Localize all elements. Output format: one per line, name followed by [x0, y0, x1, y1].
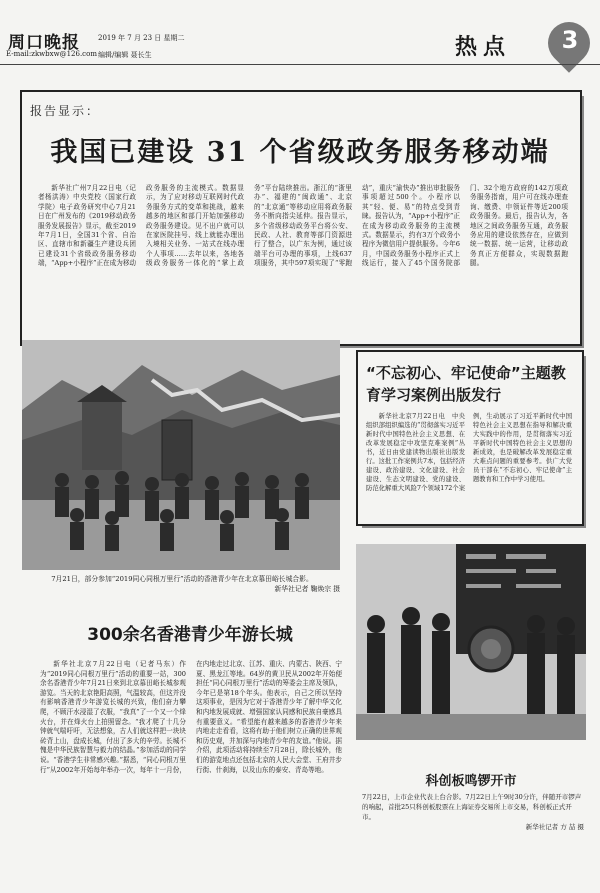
header-rule: [0, 64, 600, 65]
story2-headline: “不忘初心、牢记使命”主题教育学习案例出版发行: [366, 364, 566, 404]
issue-date: 2019 年 7 月 23 日 星期二: [98, 34, 185, 42]
story2-text: 新华社北京7月22日电 中央组织部组织编选的“贯彻落实习近平新时代中国特色社会主义思想、在改革发展稳定中攻坚克难案例”丛书，近日由党建读物出版社出版发行。这批工作案例共7本，包括经济建设、政治建设、文化建设、社会建设、生态文明建设、党的建设、防范化解重大风险7个领域172个案例，生动展示了习近平新时代中国特色社会主义思想在指导和解决重大实践中的作用，是贯彻落实习近平新时代中国特色社会主义思想的新成效，也是破解改革发展稳定重大难点问题的重要参考。供广大党员干部在“不忘初心、牢记使命”主题教育和工作中学习使用。: [366, 413, 572, 492]
newspaper-logo: 周口晚报: [8, 33, 80, 53]
great-wall-group-photo: [22, 340, 340, 570]
photo2-credit: 新华社记者 方 喆 摄: [525, 823, 584, 831]
great-wall-photo-caption: [24, 574, 340, 594]
star-market-photo-caption: [362, 792, 584, 832]
section-title: 热点: [455, 34, 512, 60]
story3-text: 新华社北京7月22日电（记者马东）作为“2019同心同根万里行”活动的重要一站，300余名香港青少年7月21日来到北京慕田峪长城参观游览。当天的北京艳阳高照，气温较高，但这并没有影响香港青少年游览长城的兴致，他们奋力攀爬，不顾汗水浸湿了衣服，“我真”了一个又一个烽火台，并在烽火台上拍照留念。“我才爬了十几分钟就气喘吁吁，无法想象，古人们就这样把一块块砖背上山，盘成长城，付出了多大的辛劳。长城不愧是中华民族智慧与毅力的结晶。”参加活动的同学说。“香港学生非常感兴趣。”据悉，“同心同根万里行”从2002年开始每年举办一次，每年十一月份，在内地走过北京、江苏、重庆、内蒙古、陕西、宁夏、黑龙江等地。64岁的黄卫民从2002年开始便担任“同心同根万里行”活动的筹委会主席及领队，今年已是第18个年头。他表示，自己之所以坚持这项事业，是因为它对于香港青少年了解中华文化和内地发展成就、增强国家认同感和民族自豪感具有重要意义。“希望能有越来越多的香港青少年来内地走走看看，这将有助于他们树立正确的世界观和历史观，并加深与内地青少年的友谊。”他说。据介绍，此项活动将持续至7月28日，除长城外，他们的游览地点还包括北京的人民大会堂、王府井步行街、什刹海，以及山东的泰安、青岛等地。: [40, 660, 342, 774]
photo1-caption-text: 7月21日，部分参加“2019同心同根万里行”活动的香港青少年在北京慕田峪长城合影。: [51, 575, 313, 583]
story1-body: [38, 184, 568, 334]
photo2-caption-text: 7月22日，上市企业代表上台合影。7月22日上午9时30分许，伴随开市锣声的响起，首批25只科创板股票在上海证券交易所上市交易，科创板正式开市。: [362, 793, 582, 821]
page-number: 3: [561, 26, 579, 54]
story1-text: 新华社广州7月22日电（记者杨洪涛）中央党校（国家行政学院）电子政务研究中心7月21日在广州发布的《2019移动政务服务发展报告》显示，截至2019年7月1日，全国31个省、自治区、直辖市和新疆生产建设兵团已建设31个省级政务服务移动端，“App+小程序”正在成为移动政务服务的主流模式。数据显示，为了应对移动互联网时代政务服务方式的变革和挑战，越来越多的地区和部门开始加强移动政务服务建设。见不出户就可以在家医院挂号、线上就能办理出入境相关业务、一站式在线办理个人事项……去年以来，各地各级政务服务一体化的“掌上政务”平台陆续推出。浙江的“浙里办”、福建的“闽政通”、北京的“北京通”等移动应用将政务服务不断向指尖延伸。报告显示，多个省级移动政务平台将公安、民政、人社、教育等部门资源进行了整合，以广东为例，通过该端平台可办理的事项，上线637项服务，其中597项实现了“零跑动”，重庆“渝快办”推出审批服务事项超过500个。小程序以其“轻、便、易”的特点受到青睐。报告认为，“App+小程序”正在成为移动政务服务的主流模式。数据显示，约有3万个政务小程序为微信用户提供服务。今年6月，中国政务服务小程序正式上线运行，接入了45个国务院部门、32个地方政府的142万项政务服务指南，用户可在线办理查询、缴费、申领证件等近200项政务服务。最后，报告认为，各地区之间政务服务互通，政务服务应用的建设依然存在，应做到统一数据、统一运营，让移动政务真正方便群众，实现数据跑腿。: [38, 184, 568, 268]
star-market-photo-drawing: [356, 544, 586, 740]
star-market-gong-photo: [356, 544, 586, 740]
story3-headline: 300余名香港青少年游长城: [87, 625, 293, 645]
great-wall-photo-drawing: [22, 340, 340, 570]
story4-headline: 科创板鸣锣开市: [425, 774, 517, 789]
story1-headline: 我国已建设 31 个省级政务服务移动端: [50, 137, 550, 168]
photo1-credit: 新华社记者 鞠焕宗 摄: [274, 585, 340, 593]
editor-credit: 编辑/编辑 聂长生: [98, 51, 152, 59]
story3-body: [40, 660, 342, 885]
story2-body: [366, 412, 572, 516]
contact-email: E-mail:zkwbxw@126.com: [6, 50, 97, 58]
story1-kicker: 报告显示：: [30, 104, 101, 118]
